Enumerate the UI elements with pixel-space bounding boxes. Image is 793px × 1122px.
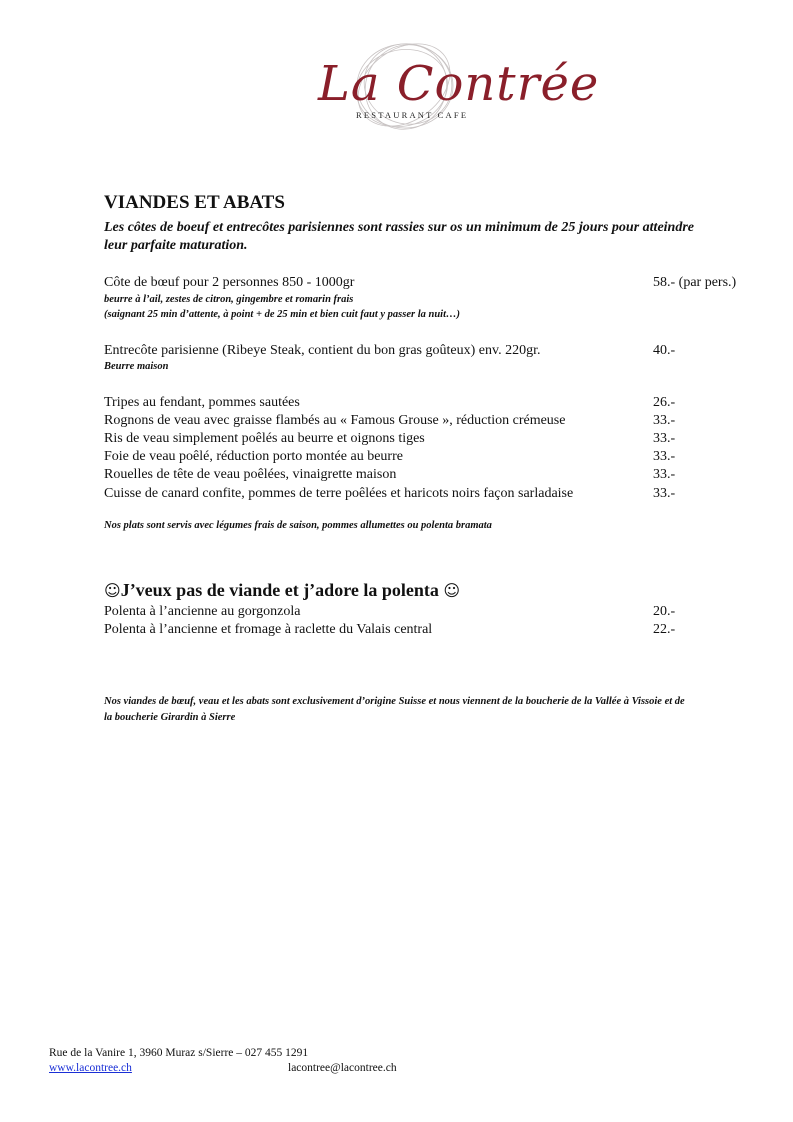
footer-email: lacontree@lacontree.ch [288, 1062, 397, 1074]
menu-item-name: Tripes au fendant, pommes sautées [104, 395, 300, 410]
menu-item-note: (saignant 25 min d’attente, à point + de 25 min et bien cuit faut y passer la nuit…) [104, 309, 461, 320]
menu-item-price: 20.- [653, 604, 676, 619]
menu-item-entrecote [104, 342, 764, 360]
menu-item-price: 33.- [653, 467, 676, 482]
menu-item-name: Polenta à l’ancienne et fromage à raclette du Valais central [104, 622, 433, 637]
menu-item-name: Ris de veau simplement poêlés au beurre et oignons tiges [104, 431, 425, 446]
menu-item-name: Entrecôte parisienne (Ribeye Steak, contient du bon gras goûteux) env. 220gr. [104, 343, 541, 358]
menu-item [104, 412, 764, 430]
menu-item-price: 33.- [653, 413, 676, 428]
menu-item-name: Cuisse de canard confite, pommes de terre poêlées et haricots noirs façon sarladaise [104, 486, 574, 501]
menu-item-note: Beurre maison [104, 361, 169, 372]
footer-address: Rue de la Vanire 1, 3960 Muraz s/Sierre – 027 455 1291 [49, 1047, 309, 1059]
menu-item-price: 40.- [653, 343, 676, 358]
menu-item [104, 430, 764, 448]
section-title-polenta [104, 580, 460, 601]
menu-item-price: 26.- [653, 395, 676, 410]
menu-item-name: Foie de veau poêlé, réduction porto montée au beurre [104, 449, 403, 464]
website-link[interactable]: www.lacontree.ch [49, 1062, 132, 1074]
menu-item [104, 485, 764, 503]
origin-note: Nos viandes de bœuf, veau et les abats sont exclusivement d’origine Suisse et nous viennent de la boucherie de la Vallée à Vissoie et de la boucherie Girardin à Sierre [104, 696, 685, 723]
menu-item-cote-de-boeuf [104, 274, 764, 292]
menu-item-name: Rouelles de tête de veau poêlées, vinaigrette maison [104, 467, 397, 482]
menu-item-price: 58.- (par pers.) [653, 275, 737, 290]
menu-item [104, 448, 764, 466]
menu-item [104, 394, 764, 412]
menu-item-name: Rognons de veau avec graisse flambés au « Famous Grouse », réduction crémeuse [104, 413, 566, 428]
menu-item-price: 33.- [653, 449, 676, 464]
menu-item-name: Polenta à l’ancienne au gorgonzola [104, 604, 301, 619]
menu-item [104, 603, 764, 621]
logo-subtitle: RESTAURANT CAFE [356, 110, 469, 120]
footer-website-line [49, 1061, 132, 1075]
section-title-text: J’veux pas de viande et j’adore la polenta [120, 580, 444, 600]
menu-item-price: 33.- [653, 431, 676, 446]
smiley-icon: ☺ [443, 581, 461, 600]
menu-item-note: beurre à l’ail, zestes de citron, gingembre et romarin frais [104, 294, 354, 305]
sides-note: Nos plats sont servis avec légumes frais de saison, pommes allumettes ou polenta bramata [104, 520, 492, 531]
menu-item-name: Côte de bœuf pour 2 personnes 850 - 1000gr [104, 275, 355, 290]
menu-item [104, 621, 764, 639]
section-title-meat: VIANDES ET ABATS [104, 192, 285, 213]
menu-item-price: 33.- [653, 486, 676, 501]
restaurant-logo [300, 38, 600, 138]
menu-item [104, 466, 764, 484]
logo-script-text: La Contrée [318, 56, 600, 112]
menu-item-price: 22.- [653, 622, 676, 637]
section-intro: Les côtes de boeuf et entrecôtes parisiennes sont rassies sur os un minimum de 25 jours pour atteindre leur parfaite maturation. [104, 220, 694, 253]
smiley-icon: ☺ [104, 581, 121, 600]
